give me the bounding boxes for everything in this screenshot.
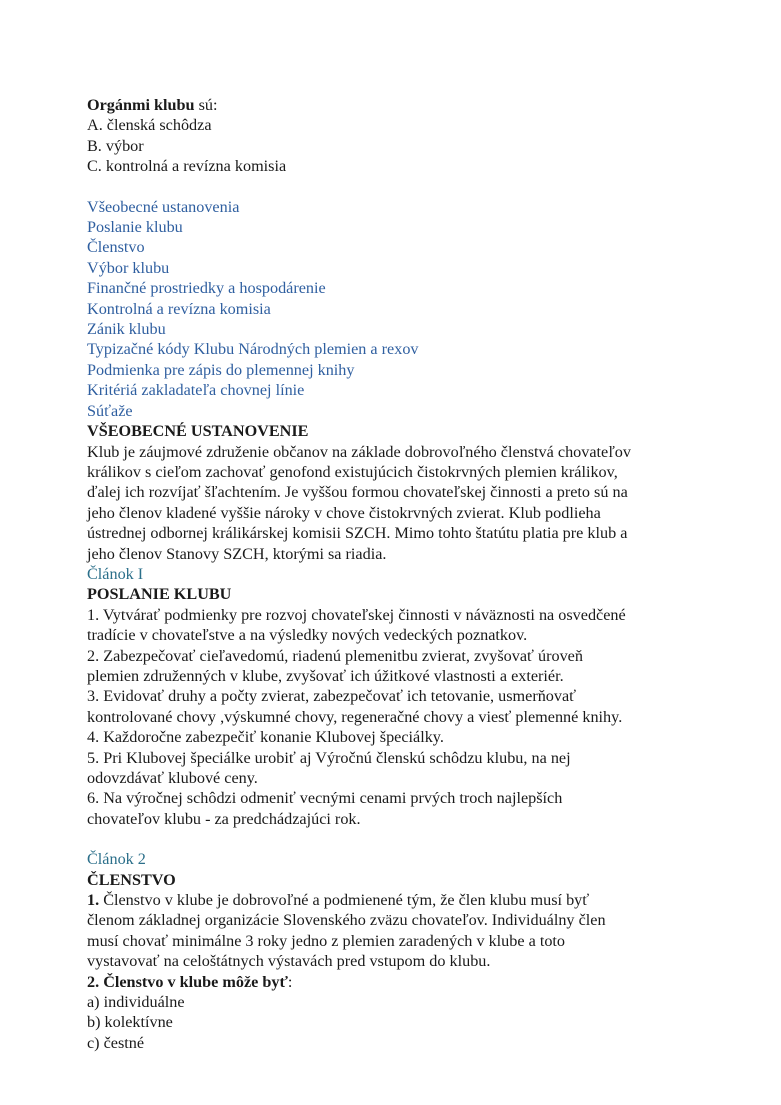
article-1-line: 2. Zabezpečovať cieľavedomú, riadenú plemenitbu zvierat, zvyšovať úroveň: [87, 646, 583, 665]
toc-link-general[interactable]: Všeobecné ustanovenia: [87, 197, 240, 216]
article-1-heading: POSLANIE KLUBU: [87, 585, 232, 604]
toc-link-audit[interactable]: Kontrolná a revízna komisia: [87, 299, 271, 318]
article-1-line: 3. Evidovať druhy a počty zvierat, zabezpečovať ich tetovanie, usmerňovať: [87, 687, 577, 706]
organs-heading: [87, 95, 757, 115]
article-2-label: Článok 2: [87, 850, 146, 869]
document-page: [87, 95, 757, 1053]
article-2-p1-text: Členstvo v klube je dobrovoľné a podmienené tým, že člen klubu musí byť: [99, 891, 590, 910]
article-2-p1-line: [87, 890, 757, 910]
article-2-p1-line: musí chovať minimálne 3 roky jedno z plemien zaradených v klube a toto: [87, 931, 566, 950]
toc-link-committee[interactable]: Výbor klubu: [87, 258, 170, 277]
article-1-line: chovateľov klubu - za predchádzajúci rok.: [87, 809, 361, 828]
organs-section: [87, 95, 757, 177]
general-section: [87, 421, 757, 564]
article-1-line: kontrolované chovy ,výskumné chovy, regeneračné chovy a viesť plemenné knihy.: [87, 707, 623, 726]
toc-link-founder-criteria[interactable]: Kritériá zakladateľa chovnej línie: [87, 381, 305, 400]
general-line: ďalej ich rozvíjať šľachtením. Je vyššou formou chovateľskej činnosti a preto sú na: [87, 483, 628, 502]
article-2-section: [87, 849, 757, 1053]
article-2-p2-rest: :: [287, 972, 293, 991]
organs-item-c: C. kontrolná a revízna komisia: [87, 157, 287, 176]
spacer: [87, 177, 757, 197]
organs-heading-rest: sú:: [194, 96, 218, 114]
toc-link-membership[interactable]: Členstvo: [87, 238, 145, 257]
organs-item-b: B. výbor: [87, 136, 144, 155]
toc-link-finance[interactable]: Finančné prostriedky a hospodárenie: [87, 279, 326, 298]
toc-link-herdbook[interactable]: Podmienka pre zápis do plemennej knihy: [87, 360, 355, 379]
general-heading: VŠEOBECNÉ USTANOVENIE: [87, 422, 309, 441]
general-line: ústrednej odbornej králikárskej komisii SZCH. Mimo tohto štatútu platia pre klub a: [87, 524, 628, 543]
general-line: Klub je záujmové združenie občanov na základe dobrovoľného členstvá chovateľov: [87, 442, 631, 461]
article-1-line: odovzdávať klubové ceny.: [87, 769, 258, 787]
article-2-heading: ČLENSTVO: [87, 870, 176, 889]
toc-link-competitions[interactable]: Súťaže: [87, 401, 133, 420]
membership-type-item: c) čestné: [87, 1033, 145, 1052]
article-1-label: Článok I: [87, 564, 144, 583]
article-1-line: plemien združenných v klube, zvyšovať ich úžitkové vlastnosti a exteriér.: [87, 666, 564, 685]
general-line: králikov s cieľom zachovať genofond existujúcich čistokrvných plemien králikov,: [87, 462, 618, 481]
toc-link-codes[interactable]: Typizačné kódy Klubu Národných plemien a rexov: [87, 340, 419, 359]
article-1-line: 5. Pri Klubovej špeciálke urobiť aj Výročnú členskú schôdzu klubu, na nej: [87, 748, 571, 767]
article-1-line: 6. Na výročnej schôdzi odmeniť vecnými cenami prvých troch najlepších: [87, 789, 563, 808]
article-1-line: tradície v chovateľstve a na výsledky nových vedeckých poznatkov.: [87, 626, 528, 645]
article-1-line: 4. Každoročne zabezpečiť konanie Klubovej špeciálky.: [87, 728, 444, 747]
article-1-section: [87, 564, 757, 829]
toc-link-mission[interactable]: Poslanie klubu: [87, 218, 183, 237]
article-2-p1-number: 1.: [87, 891, 100, 910]
general-line: jeho členov Stanovy SZCH, ktorými sa riadia.: [87, 544, 387, 563]
membership-type-item: a) individuálne: [87, 993, 185, 1012]
organs-heading-bold: Orgánmi klubu: [87, 96, 195, 114]
organs-item-a: A. členská schôdza: [87, 116, 212, 135]
article-2-p2-line: [87, 972, 757, 992]
article-1-line: 1. Vytvárať podmienky pre rozvoj chovateľskej činnosti v náväznosti na osvedčené: [87, 605, 626, 624]
membership-type-item: b) kolektívne: [87, 1013, 173, 1032]
article-2-p1-line: členom základnej organizácie Slovenského zväzu chovateľov. Individuálny člen: [87, 911, 606, 930]
general-line: jeho členov kladené vyššie nároky v chove čistokrvných zvierat. Klub podlieha: [87, 503, 601, 522]
article-2-p2-bold: 2. Členstvo v klube môže byť: [87, 972, 288, 991]
table-of-contents: [87, 197, 757, 421]
article-2-p1-line: vystavovať na celoštátnych výstavách pred vstupom do klubu.: [87, 952, 491, 971]
spacer: [87, 829, 757, 849]
toc-link-dissolution[interactable]: Zánik klubu: [87, 320, 166, 339]
